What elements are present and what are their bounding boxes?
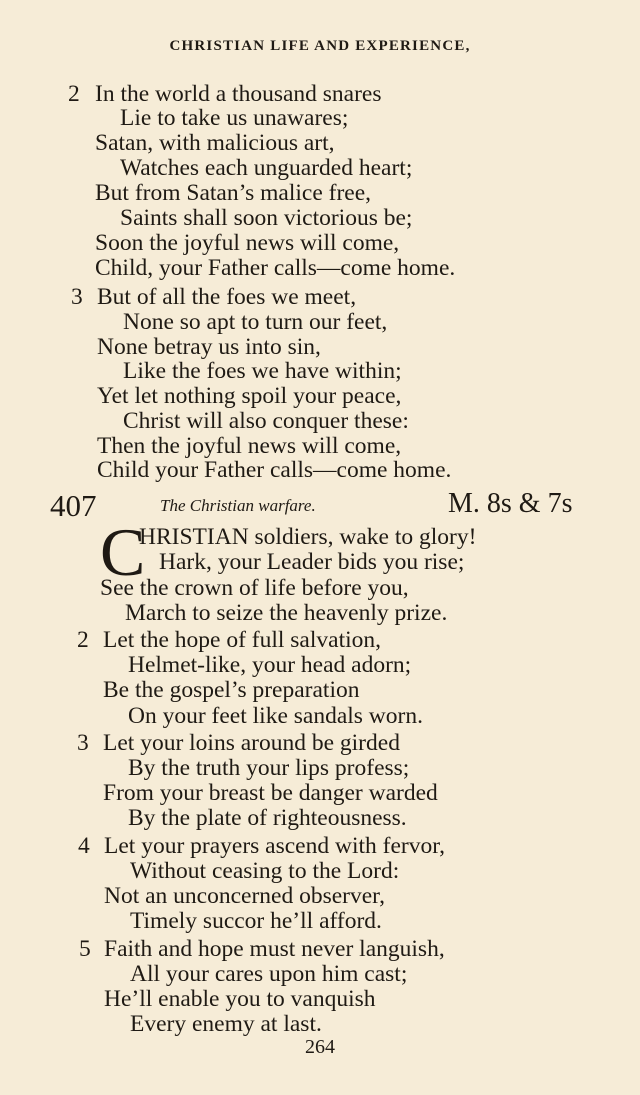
verse-line: HRISTIAN soldiers, wake to glory! xyxy=(139,524,477,550)
page-number: 264 xyxy=(305,1036,335,1058)
drop-cap: C xyxy=(100,514,146,590)
verse-line: In the world a thousand snares xyxy=(95,81,382,107)
verse-line: Be the gospel’s preparation xyxy=(103,677,360,703)
verse-line: Helmet-like, your head adorn; xyxy=(128,652,412,678)
verse-number: 3 xyxy=(71,284,83,310)
verse-line: Without ceasing to the Lord: xyxy=(130,858,400,884)
verse-line: Child, your Father calls—come home. xyxy=(95,255,456,281)
verse-line: Hark, your Leader bids you rise; xyxy=(159,549,465,575)
verse-line: Then the joyful news will come, xyxy=(97,433,402,459)
verse-line: Satan, with malicious art, xyxy=(95,130,335,156)
verse-line: On your feet like sandals worn. xyxy=(128,703,423,729)
verse-line: Let the hope of full salvation, xyxy=(103,627,382,653)
verse-line: Let your prayers ascend with fervor, xyxy=(104,833,445,859)
verse-line: Like the foes we have within; xyxy=(123,358,402,384)
verse-line: By the truth your lips profess; xyxy=(128,755,410,781)
verse-line: Every enemy at last. xyxy=(130,1011,322,1037)
verse-line: But of all the foes we meet, xyxy=(97,284,357,310)
verse-number: 5 xyxy=(79,936,91,962)
verse-number: 3 xyxy=(77,730,89,756)
verse-line: But from Satan’s malice free, xyxy=(95,180,372,206)
verse-line: Not an unconcerned observer, xyxy=(104,883,385,909)
hymn-meter: M. 8s & 7s xyxy=(448,488,573,519)
verse-line: Soon the joyful news will come, xyxy=(95,230,400,256)
verse-line: Let your loins around be girded xyxy=(103,730,400,756)
verse-line: Faith and hope must never languish, xyxy=(104,936,445,962)
verse-number: 2 xyxy=(77,627,89,653)
hymn-number: 407 xyxy=(50,488,97,523)
verse-line: Saints shall soon victorious be; xyxy=(120,205,413,231)
verse-line: He’ll enable you to vanquish xyxy=(104,986,376,1012)
verse-line: From your breast be danger warded xyxy=(103,780,438,806)
verse-line: Lie to take us unawares; xyxy=(120,105,349,131)
verse-line: March to seize the heavenly prize. xyxy=(125,600,448,626)
verse-line: Child your Father calls—come home. xyxy=(97,457,452,483)
verse-line: Timely succor he’ll afford. xyxy=(130,908,382,934)
verse-line: Watches each unguarded heart; xyxy=(120,155,413,181)
verse-line: All your cares upon him cast; xyxy=(130,961,408,987)
verse-line: Yet let nothing spoil your peace, xyxy=(97,383,402,409)
running-header: CHRISTIAN LIFE AND EXPERIENCE, xyxy=(169,38,471,54)
verse-number: 2 xyxy=(68,81,80,107)
verse-line: See the crown of life before you, xyxy=(100,575,409,601)
verse-line: Christ will also conquer these: xyxy=(123,408,409,434)
hymn-title: The Christian warfare. xyxy=(160,496,316,515)
verse-line: None so apt to turn our feet, xyxy=(123,309,388,335)
verse-number: 4 xyxy=(78,833,90,859)
verse-line: None betray us into sin, xyxy=(97,334,321,360)
verse-line: By the plate of righteousness. xyxy=(128,805,407,831)
